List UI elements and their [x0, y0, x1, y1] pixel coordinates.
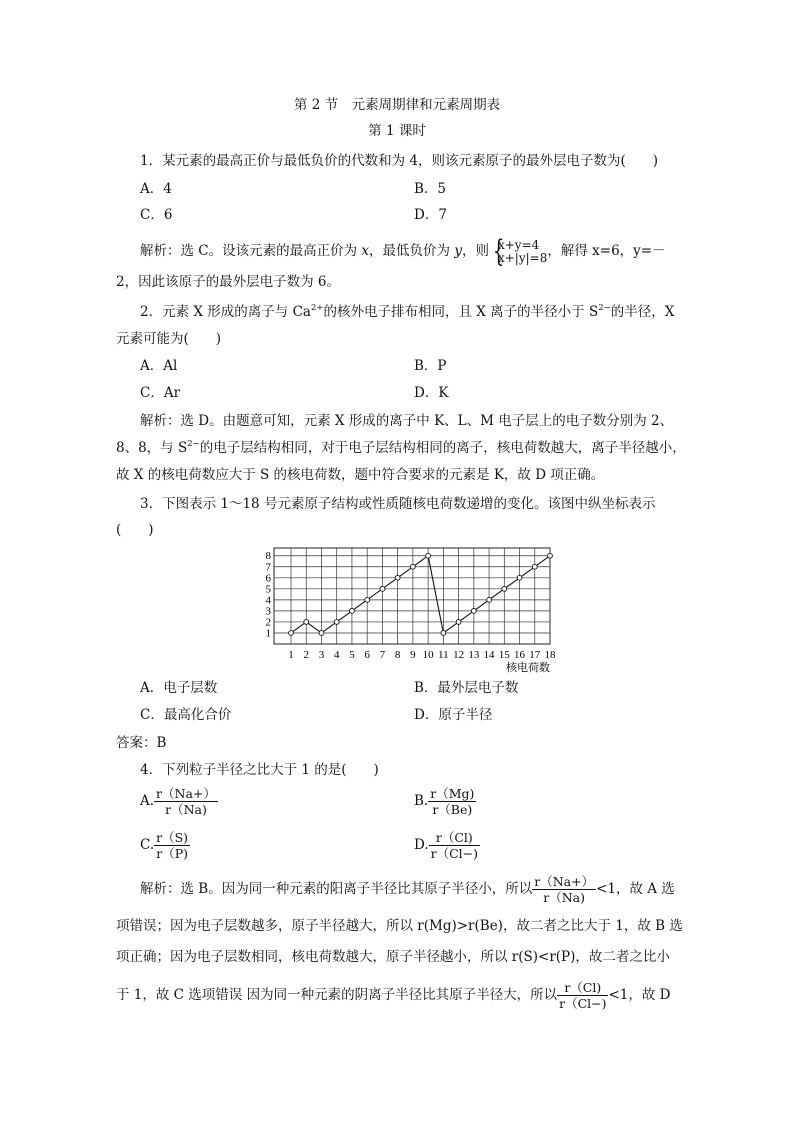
- q4-option-b: [414, 786, 476, 817]
- fraction-denominator: r（Cl−): [559, 996, 607, 1011]
- fraction-denominator: r（Na): [543, 890, 586, 905]
- fraction-numerator: r（Na+）: [156, 786, 216, 801]
- x-tick-label: 15: [498, 649, 510, 661]
- q2-stem-line1: [140, 303, 674, 323]
- x-tick-label: 2: [303, 649, 309, 661]
- fraction-numerator: r（Cl): [429, 830, 480, 846]
- x-tick-label: 16: [514, 649, 526, 661]
- q2-option-c: C．Ar: [140, 385, 181, 401]
- s-ion-charge: 2−: [598, 303, 611, 313]
- x-tick-label: 11: [438, 649, 449, 661]
- q4-analysis-text-d: <1，故 D: [608, 987, 671, 1003]
- q2-analysis-text-a: 8、8，与 S: [116, 440, 188, 456]
- y-tick-label: 3: [265, 605, 271, 618]
- data-point: [334, 620, 339, 625]
- y-tick-label: 5: [265, 583, 271, 596]
- q4-option-a-fraction: [154, 786, 218, 817]
- q3-answer: 答案：B: [116, 735, 167, 751]
- equation-system: [489, 233, 548, 269]
- q4-option-d: [414, 830, 480, 861]
- data-point: [380, 586, 385, 591]
- q4-option-b-letter: B.: [414, 793, 429, 809]
- plot-frame: [274, 548, 550, 644]
- x-tick-label: 13: [468, 649, 480, 661]
- q4-option-d-letter: D.: [414, 837, 429, 853]
- y-tick-label: 7: [265, 561, 271, 574]
- fraction-numerator: r（S): [156, 830, 189, 845]
- q2-stem-text-b: 的核外电子排布相同，且 X 离子的半径小于 S: [323, 304, 599, 320]
- data-point: [304, 620, 309, 625]
- x-tick-label: 5: [349, 649, 355, 661]
- x-axis-label: 核电荷数: [506, 662, 550, 674]
- data-point: [502, 586, 507, 591]
- q4-analysis-line1: [140, 872, 675, 906]
- x-tick-label: 10: [422, 649, 434, 661]
- q1-analysis-text-d: ，解得 x=6，y=－: [547, 243, 666, 259]
- q4-option-a: [140, 786, 218, 817]
- data-point: [319, 631, 324, 636]
- equation-1: x+y=4: [497, 237, 540, 252]
- lesson-subtitle: 第 1 课时: [368, 123, 426, 139]
- fraction-numerator: r（Na+）: [534, 874, 595, 889]
- fraction-denominator: r（P): [156, 846, 188, 861]
- x-tick-label: 12: [453, 649, 465, 661]
- q2-analysis-line1: 解析：选 D。由题意可知，元素 X 形成的离子中 K、L、M 电子层上的电子数分别为 2、: [140, 413, 674, 429]
- q4-analysis-line2: 项错误；因为电子层数越多，原子半径越大，所以 r(Mg)>r(Be)，故二者之比大于 1，故 B 选: [116, 918, 683, 934]
- q4-option-c-letter: C.: [140, 837, 155, 853]
- data-point: [365, 597, 370, 602]
- q1-option-c: C．6: [140, 207, 173, 223]
- q4-option-b-fraction: [428, 786, 476, 817]
- x-tick-label: 17: [529, 649, 541, 661]
- q2-option-b: B．P: [414, 358, 447, 374]
- q3-option-b: B．最外层电子数: [414, 680, 519, 696]
- q4-analysis-text-b: <1，故 A 选: [596, 881, 675, 897]
- x-tick-label: 18: [544, 649, 556, 661]
- q1-analysis-text-a: 解析：选 C。设该元素的最高正价为: [140, 243, 362, 259]
- equation-2: x+|y|=8: [497, 250, 548, 265]
- x-tick-label: 6: [364, 649, 370, 661]
- y-tick-label: 6: [265, 572, 271, 585]
- fraction-numerator: r（Cl): [557, 980, 608, 996]
- y-tick-label: 4: [265, 594, 271, 607]
- data-point: [548, 553, 553, 558]
- var-y: y: [454, 243, 462, 259]
- data-point: [289, 631, 294, 636]
- q4-option-c: [140, 830, 190, 861]
- fraction-denominator: r（Be): [432, 802, 473, 817]
- q2-stem-text-a: 2．元素 X 形成的离子与 Ca: [140, 304, 311, 320]
- q1-option-b: B．5: [414, 181, 447, 197]
- q1-option-a: A．4: [140, 181, 172, 197]
- ca-ion-charge: 2+: [310, 303, 324, 313]
- data-point: [395, 575, 400, 580]
- q1-analysis-line2: 2，因此该原子的最外层电子数为 6。: [116, 274, 340, 290]
- q4-stem: 4．下列粒子半径之比大于 1 的是( ): [140, 762, 379, 778]
- fraction-denominator: r（Na): [165, 802, 207, 817]
- x-tick-label: 9: [410, 649, 416, 661]
- y-tick-label: 8: [265, 550, 271, 563]
- x-tick-label: 7: [379, 649, 386, 661]
- q1-stem: 1．某元素的最高正价与最低负价的代数和为 4，则该元素原子的最外层电子数为( ): [140, 153, 659, 169]
- data-point: [487, 597, 492, 602]
- section-title: 第 2 节 元素周期律和元素周期表: [293, 97, 501, 113]
- data-point: [441, 631, 446, 636]
- y-tick-label: 1: [265, 627, 271, 640]
- q2-option-a: A．Al: [140, 358, 178, 374]
- q4-analysis-line3: 项正确；因为电子层数相同，核电荷数越大，原子半径越小，所以 r(S)<r(P)，故二者之比小: [116, 949, 670, 965]
- q3-stem-line2: ( ): [116, 522, 154, 538]
- q1-analysis-text-c: ，则: [461, 243, 489, 259]
- q4-option-a-letter: A.: [140, 793, 155, 809]
- fraction-denominator: r（Cl−): [430, 846, 479, 861]
- data-point: [517, 575, 522, 580]
- line-chart: [262, 544, 562, 674]
- brace-symbol: {: [492, 233, 505, 269]
- s-ion-charge-2: 2−: [187, 439, 200, 449]
- fraction-numerator: r（Mg): [430, 786, 475, 801]
- q4-option-c-fraction: [154, 830, 190, 861]
- data-point: [410, 564, 415, 569]
- q3-option-c: C．最高化合价: [140, 707, 232, 723]
- q1-option-d: D．7: [414, 207, 447, 223]
- series-line: [291, 556, 550, 633]
- q3-option-d: D．原子半径: [414, 707, 493, 723]
- data-point: [456, 620, 461, 625]
- q4-option-d-fraction: [429, 830, 480, 861]
- q2-stem-line2: 元素可能为( ): [116, 331, 222, 347]
- x-tick-label: 1: [288, 649, 294, 661]
- x-tick-label: 3: [318, 649, 325, 661]
- q1-analysis-text-b: ，最低负价为: [369, 243, 455, 259]
- q4-analysis-fraction-2: [557, 980, 608, 1011]
- q3-option-a: A．电子层数: [140, 680, 218, 696]
- q1-analysis-line1: [140, 233, 666, 269]
- q3-stem-line1: 3．下图表示 1～18 号元素原子结构或性质随核电荷数递增的变化。该图中纵坐标表示: [140, 496, 656, 512]
- x-tick-label: 14: [483, 649, 495, 661]
- data-point: [350, 608, 355, 613]
- q4-analysis-text-c: 于 1，故 C 选项错误 因为同一种元素的阴离子半径比其原子半径大，所以: [116, 987, 558, 1003]
- data-point: [426, 553, 431, 558]
- q2-analysis-line3: 故 X 的核电荷数应大于 S 的核电荷数，题中符合要求的元素是 K，故 D 项正确。: [116, 467, 605, 483]
- x-tick-label: 8: [394, 649, 401, 661]
- q4-analysis-text-a: 解析：选 B。因为同一种元素的阳离子半径比其原子半径小，所以: [140, 881, 533, 897]
- q2-analysis-line2: [116, 439, 686, 459]
- y-tick-label: 2: [265, 616, 271, 629]
- x-tick-label: 4: [333, 649, 340, 661]
- q2-analysis-text-b: 的电子层结构相同，对于电子层结构相同的离子，核电荷数越大，离子半径越小，: [199, 440, 686, 456]
- data-point: [471, 608, 476, 613]
- q2-stem-text-c: 的半径，X: [610, 304, 675, 320]
- q4-analysis-fraction-1: [532, 874, 596, 905]
- var-x: x: [361, 243, 370, 259]
- q2-option-d: D．K: [414, 385, 449, 401]
- data-point: [532, 564, 537, 569]
- q4-analysis-line4: [116, 978, 671, 1012]
